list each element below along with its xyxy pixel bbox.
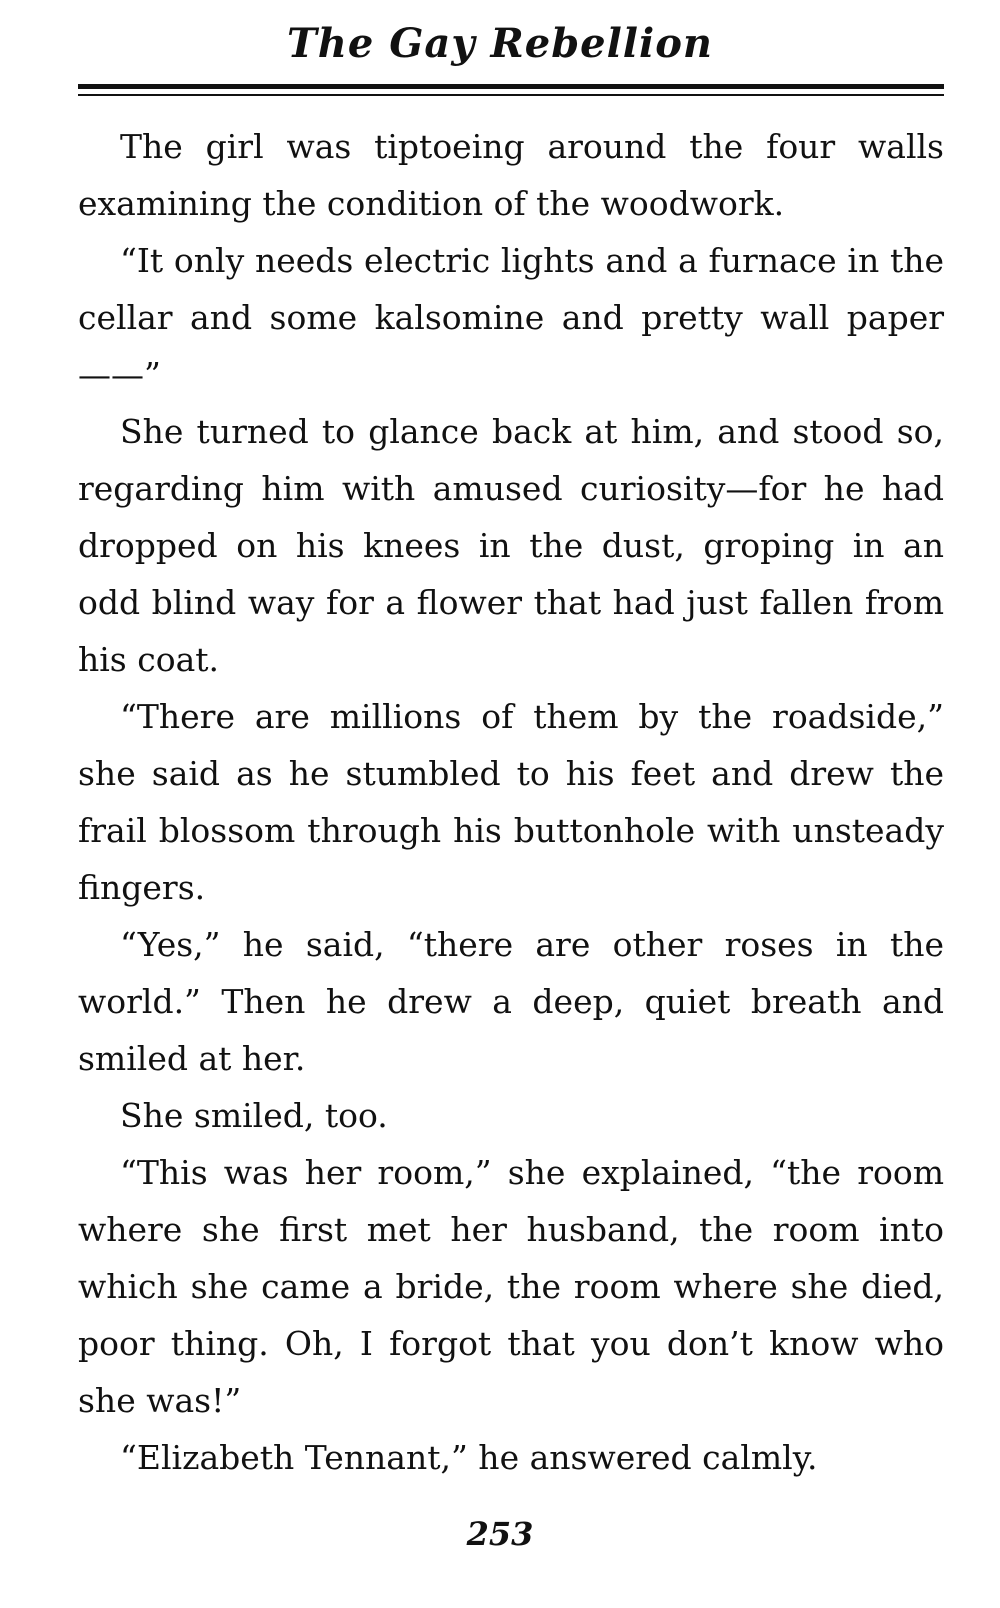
header-rule-thin — [78, 94, 944, 96]
paragraph: She smiled, too. — [120, 1096, 388, 1135]
running-head: The Gay Rebellion — [287, 20, 713, 67]
paragraph: The girl was tiptoeing around the four walls examining the condition of the woodwork. — [78, 127, 944, 223]
paragraph: “It only needs electric lights and a furnace in the cellar and some kalsomine and pretty wall paper——” — [78, 241, 944, 394]
page-text — [78, 118, 944, 1486]
page-number: 253 — [466, 1515, 534, 1553]
paragraph: “Yes,” he said, “there are other roses in the world.” Then he drew a deep, quiet breath and smiled at her. — [78, 925, 944, 1078]
paragraph: She turned to glance back at him, and stood so, regarding him with amused curiosity—for he had dropped on his knees in the dust, groping in an odd blind way for a flower that had just fallen from his coat. — [78, 412, 944, 679]
paragraph: “Elizabeth Tennant,” he answered calmly. — [120, 1438, 818, 1477]
paragraph: “This was her room,” she explained, “the room where she first met her husband, the room into which she came a bride, the room where she died, poor thing. Oh, I forgot that you don’t know who she was!” — [78, 1153, 944, 1420]
paragraph: “There are millions of them by the roadside,” she said as he stumbled to his feet and drew the frail blossom through his buttonhole with unsteady fingers. — [78, 697, 944, 907]
header-rule-thick — [78, 84, 944, 89]
